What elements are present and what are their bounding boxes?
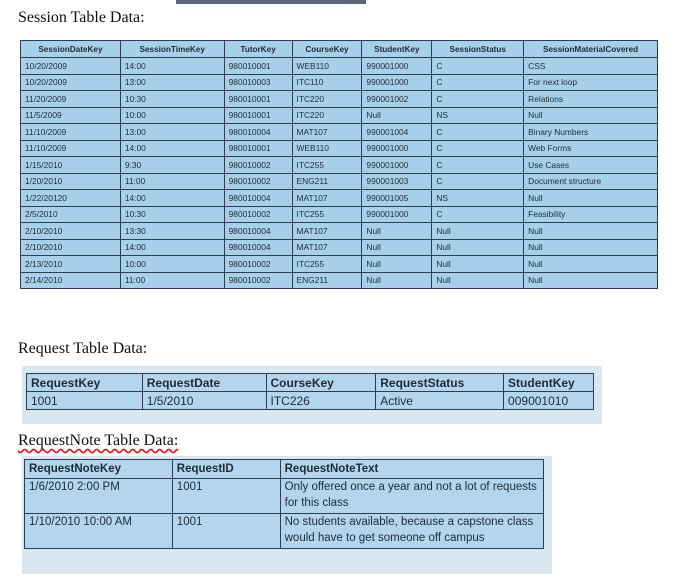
column-header: RequestDate: [142, 374, 266, 392]
table-cell: ITC255: [292, 206, 362, 223]
table-cell: MAT107: [292, 124, 362, 141]
table-cell: Null: [362, 272, 432, 289]
table-cell: 11/20/2009: [21, 91, 121, 108]
table-cell: 990001000: [362, 157, 432, 174]
table-cell: 980010001: [224, 107, 292, 124]
table-cell: C: [432, 58, 524, 75]
table-cell: 2/10/2010: [21, 239, 121, 256]
table-cell: 10:00: [120, 107, 224, 124]
table-cell: Null: [432, 223, 524, 240]
table-cell: 980010004: [224, 190, 292, 207]
table-cell: 10:30: [120, 91, 224, 108]
table-row: [21, 157, 658, 174]
table-cell: Use Cases: [524, 157, 658, 174]
table-cell: 13:30: [120, 223, 224, 240]
column-header: StudentKey: [362, 41, 432, 58]
table-cell: 1001: [27, 392, 143, 410]
table-cell: 11/10/2009: [21, 140, 121, 157]
table-cell: 009001010: [504, 392, 594, 410]
table-cell: NS: [432, 190, 524, 207]
column-header: SessionStatus: [432, 41, 524, 58]
request-heading: Request Table Data:: [18, 340, 148, 357]
table-cell: 990001000: [362, 140, 432, 157]
table-cell: Null: [362, 239, 432, 256]
table-cell: Null: [432, 272, 524, 289]
table-row: [21, 223, 658, 240]
table-cell: 980010002: [224, 256, 292, 273]
table-cell: 14:00: [120, 239, 224, 256]
table-cell: 1/15/2010: [21, 157, 121, 174]
table-cell: 990001000: [362, 58, 432, 75]
table-cell: Relations: [524, 91, 658, 108]
table-row: [21, 239, 658, 256]
table-cell: 1/20/2010: [21, 173, 121, 190]
table-cell: Only offered once a year and not a lot of requests for this class: [280, 479, 543, 514]
table-cell: 980010003: [224, 74, 292, 91]
table-cell: 2/5/2010: [21, 206, 121, 223]
table-cell: Null: [362, 256, 432, 273]
column-header: RequestID: [172, 460, 280, 479]
table-cell: WEB110: [292, 58, 362, 75]
table-cell: 14:00: [120, 58, 224, 75]
table-cell: 13:00: [120, 124, 224, 141]
top-edge-bar: [176, 0, 366, 4]
column-header: CourseKey: [266, 374, 376, 392]
table-cell: ITC220: [292, 107, 362, 124]
table-cell: Null: [524, 272, 658, 289]
table-cell: 11/5/2009: [21, 107, 121, 124]
table-cell: Null: [524, 107, 658, 124]
table-cell: 10/20/2009: [21, 58, 121, 75]
column-header: RequestNoteKey: [25, 460, 173, 479]
request-note-header-row: [25, 460, 544, 479]
table-cell: Web Forms: [524, 140, 658, 157]
table-cell: ITC255: [292, 256, 362, 273]
table-cell: Null: [432, 239, 524, 256]
table-row: [21, 58, 658, 75]
table-cell: C: [432, 206, 524, 223]
table-cell: 10:00: [120, 256, 224, 273]
table-cell: 1/6/2010 2:00 PM: [25, 479, 173, 514]
table-row: [27, 392, 594, 410]
table-cell: For next loop: [524, 74, 658, 91]
table-cell: 990001000: [362, 206, 432, 223]
table-cell: MAT107: [292, 239, 362, 256]
table-cell: 980010001: [224, 91, 292, 108]
request-header-row: [27, 374, 594, 392]
table-cell: 980010001: [224, 58, 292, 75]
table-row: [21, 124, 658, 141]
table-cell: 1001: [172, 479, 280, 514]
session-table: [20, 40, 658, 289]
table-row: [21, 256, 658, 273]
table-row: [25, 514, 544, 549]
table-row: [21, 91, 658, 108]
table-cell: CSS: [524, 58, 658, 75]
table-cell: Null: [362, 107, 432, 124]
table-cell: C: [432, 74, 524, 91]
table-row: [21, 107, 658, 124]
table-cell: 980010002: [224, 157, 292, 174]
table-cell: 990001003: [362, 173, 432, 190]
table-row: [21, 140, 658, 157]
request-note-table: [24, 459, 544, 549]
table-cell: Null: [524, 239, 658, 256]
table-cell: C: [432, 124, 524, 141]
session-heading: Session Table Data:: [18, 9, 145, 26]
table-cell: ITC226: [266, 392, 376, 410]
table-cell: C: [432, 157, 524, 174]
table-cell: Null: [524, 223, 658, 240]
table-row: [21, 190, 658, 207]
table-cell: No students available, because a capstone class would have to get someone off campus: [280, 514, 543, 549]
table-row: [21, 272, 658, 289]
request-note-heading: RequestNote Table Data:: [18, 432, 179, 449]
table-cell: MAT107: [292, 223, 362, 240]
table-cell: 14:00: [120, 140, 224, 157]
table-row: [21, 173, 658, 190]
table-cell: Feasibility: [524, 206, 658, 223]
table-cell: 980010001: [224, 140, 292, 157]
table-cell: 2/10/2010: [21, 223, 121, 240]
table-cell: Null: [362, 223, 432, 240]
table-cell: 2/14/2010: [21, 272, 121, 289]
table-cell: 11/10/2009: [21, 124, 121, 141]
session-header-row: [21, 41, 658, 58]
column-header: CourseKey: [292, 41, 362, 58]
table-cell: 2/13/2010: [21, 256, 121, 273]
table-cell: NS: [432, 107, 524, 124]
table-cell: 13:00: [120, 74, 224, 91]
table-cell: 1/5/2010: [142, 392, 266, 410]
table-cell: 990001004: [362, 124, 432, 141]
table-cell: Null: [524, 256, 658, 273]
column-header: RequestKey: [27, 374, 143, 392]
table-cell: 980010002: [224, 272, 292, 289]
table-cell: Binary Numbers: [524, 124, 658, 141]
table-row: [21, 206, 658, 223]
table-cell: ITC220: [292, 91, 362, 108]
column-header: RequestNoteText: [280, 460, 543, 479]
table-cell: C: [432, 91, 524, 108]
table-cell: 10/20/2009: [21, 74, 121, 91]
table-cell: 1/22/20120: [21, 190, 121, 207]
table-cell: 980010004: [224, 223, 292, 240]
table-cell: 11:00: [120, 272, 224, 289]
column-header: SessionDateKey: [21, 41, 121, 58]
table-cell: MAT107: [292, 190, 362, 207]
table-cell: Null: [524, 190, 658, 207]
table-cell: 14:00: [120, 190, 224, 207]
table-cell: ENG211: [292, 272, 362, 289]
table-cell: ITC110: [292, 74, 362, 91]
table-cell: 1/10/2010 10:00 AM: [25, 514, 173, 549]
table-cell: 980010004: [224, 239, 292, 256]
table-cell: C: [432, 140, 524, 157]
table-cell: 990001005: [362, 190, 432, 207]
table-cell: 10:30: [120, 206, 224, 223]
table-cell: 1001: [172, 514, 280, 549]
column-header: StudentKey: [504, 374, 594, 392]
table-cell: ITC255: [292, 157, 362, 174]
table-cell: 9:30: [120, 157, 224, 174]
table-cell: 980010004: [224, 124, 292, 141]
request-table: [26, 373, 594, 410]
column-header: RequestStatus: [376, 374, 504, 392]
table-cell: Active: [376, 392, 504, 410]
table-cell: Document structure: [524, 173, 658, 190]
table-row: [21, 74, 658, 91]
column-header: TutorKey: [224, 41, 292, 58]
table-cell: WEB110: [292, 140, 362, 157]
table-cell: ENG211: [292, 173, 362, 190]
table-row: [25, 479, 544, 514]
table-cell: Null: [432, 256, 524, 273]
table-cell: 990001002: [362, 91, 432, 108]
table-cell: 990001000: [362, 74, 432, 91]
table-cell: 980010002: [224, 173, 292, 190]
table-cell: 11:00: [120, 173, 224, 190]
table-cell: C: [432, 173, 524, 190]
table-cell: 980010002: [224, 206, 292, 223]
column-header: SessionTimeKey: [120, 41, 224, 58]
column-header: SessionMaterialCovered: [524, 41, 658, 58]
